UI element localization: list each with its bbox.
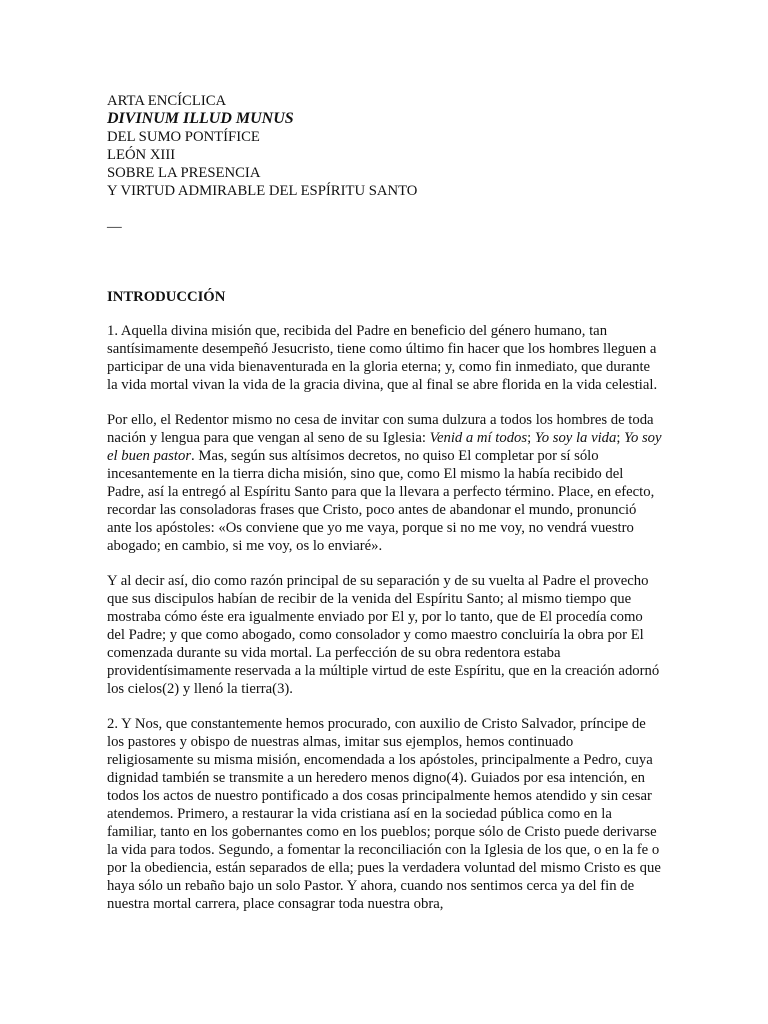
- header-line-subject-2: Y VIRTUD ADMIRABLE DEL ESPÍRITU SANTO: [107, 183, 418, 199]
- quote-separator: ;: [616, 430, 625, 446]
- encyclical-title: DIVINUM ILLUD MUNUS: [107, 110, 294, 127]
- document-header: [107, 92, 663, 236]
- header-line-encyclical: ARTA ENCÍCLICA: [107, 93, 227, 109]
- document-body: [107, 322, 663, 913]
- paragraph-3: Y al decir así, dio como razón principal de su separación y de su vuelta al Padre el provecho que sus discipulos habían de recibir de la venida del Espíritu Santo; al mismo tiempo que mostraba cómo éste era igualmente enviado por El y, por lo tanto, que de El procedía como del Padre; y que como abogado, como consolador y como maestro concluiría la obra por El comenzada durante su vida mortal. La perfección de su obra redentora estaba providentísimamente reservada a la múltiple virtud de este Espíritu, que en la creación adornó los cielos(2) y llenó la tierra(3).: [107, 573, 660, 697]
- section-heading: INTRODUCCIÓN: [107, 289, 226, 305]
- quote-separator: ;: [527, 430, 535, 446]
- paragraph-2-rest: . Mas, según sus altísimos decretos, no quiso El completar por sí sólo incesantemente en la tierra dicha misión, sino que, como El mismo la había recibido del Padre, así la entregó al Espíritu Santo para que la llevara a perfecto término. Place, en efecto, recordar las consoladoras frases que Cristo, poco antes de abandonar el mundo, pronunció ante los apóstoles: «Os conviene que yo me vaya, porque si no me voy, no vendrá vuestro abogado; en cambio, si me voy, os lo enviaré».: [107, 448, 655, 554]
- quote-venid: Venid a mí todos: [429, 430, 528, 446]
- header-line-pontiff: DEL SUMO PONTÍFICE: [107, 129, 260, 145]
- paragraph-4: 2. Y Nos, que constantemente hemos procurado, con auxilio de Cristo Salvador, príncipe de los pastores y obispo de nuestras almas, imitar sus ejemplos, hemos continuado religiosamente su misma misión, encomendada a los apóstoles, principalmente a Pedro, cuya dignidad también se transmite a un heredero menos digno(4). Guiados por esa intención, en todos los actos de nuestro pontificado a dos cosas principalmente hemos atendido y sin cesar atendemos. Primero, a restaurar la vida cristiana así en la sociedad pública como en la familiar, tanto en los gobernantes como en los pueblos; porque sólo de Cristo puede derivarse la vida para todos. Segundo, a fomentar la reconciliación con la Iglesia de los que, o en la fe o por la obediencia, están separados de ella; pues la verdadera voluntad del mismo Cristo es que haya sólo un rebaño bajo un solo Pastor. Y ahora, cuando nos sentimos cerca ya del fin de nuestra mortal carrera, place consagrar toda nuestra obra,: [107, 716, 661, 912]
- header-separator: —: [107, 219, 122, 235]
- paragraph-2: [107, 411, 663, 555]
- paragraph-1: 1. Aquella divina misión que, recibida del Padre en beneficio del género humano, tan santísimamente desempeñó Jesucristo, tiene como último fin hacer que los hombres lleguen a participar de una vida bienaventurada en la gloria eterna; y, como fin inmediato, que durante la vida mortal vivan la vida de la gracia divina, que al final se abre florida en la vida celestial.: [107, 323, 658, 393]
- paragraph-2-intro: Por ello, el Redentor mismo no cesa de invitar con suma dulzura a todos los hombres de toda nación y lengua para que vengan al seno de su Iglesia:: [107, 412, 654, 446]
- quote-pastor: Yo soy el buen pastor: [107, 430, 662, 464]
- quote-vida: Yo soy la vida: [534, 430, 617, 446]
- header-line-subject-1: SOBRE LA PRESENCIA: [107, 165, 261, 181]
- header-line-pope-name: LEÓN XIII: [107, 147, 176, 163]
